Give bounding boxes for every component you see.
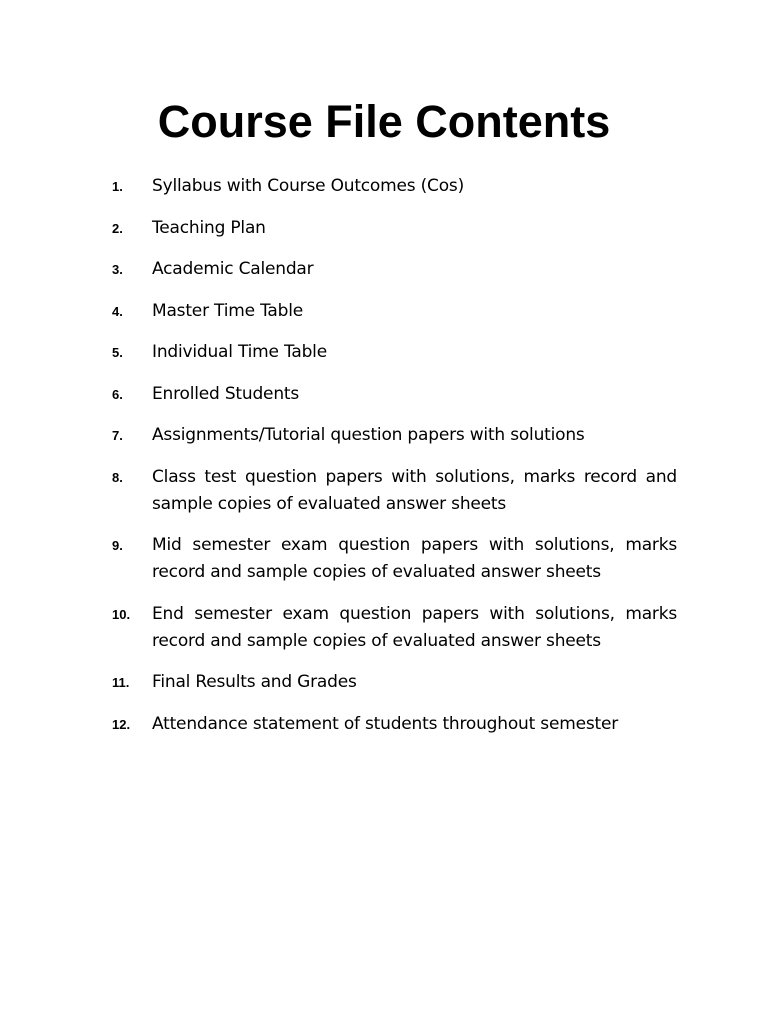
list-item-text: Academic Calendar xyxy=(152,259,314,279)
list-item-text: Assignments/Tutorial question papers with solutions xyxy=(152,425,585,445)
list-item xyxy=(112,173,677,200)
list-item-text: Attendance statement of students throughout semester xyxy=(152,713,618,734)
list-item xyxy=(112,532,677,586)
list-item-number: 5. xyxy=(112,345,123,360)
list-item-text: Teaching Plan xyxy=(152,217,266,238)
list-item-number: 4. xyxy=(112,303,123,319)
list-item-text: Final Results and Grades xyxy=(152,672,357,692)
list-item-number: 8. xyxy=(112,469,123,485)
list-item xyxy=(112,298,677,325)
list-item xyxy=(112,422,677,449)
list-item-number: 11. xyxy=(112,675,130,690)
list-item-text: Master Time Table xyxy=(152,300,304,321)
list-item-text: Individual Time Table xyxy=(152,342,327,362)
page-title: Course File Contents xyxy=(157,96,611,147)
list-item-number: 6. xyxy=(112,386,123,402)
list-item xyxy=(112,339,677,366)
list-item xyxy=(112,711,677,738)
list-item-text: Enrolled Students xyxy=(152,383,300,404)
list-item-number: 7. xyxy=(112,428,123,443)
list-item xyxy=(112,464,677,518)
list-item xyxy=(112,256,677,283)
list-item-number: 10. xyxy=(112,606,131,622)
list-item-number: 12. xyxy=(112,716,131,732)
list-item-text: Mid semester exam question papers with solutions, marks record and sample copies of evaluated answer sheets xyxy=(152,535,677,582)
list-item-text: End semester exam question papers with solutions, marks record and sample copies of evaluated answer sheets xyxy=(152,603,677,651)
list-item-number: 9. xyxy=(112,538,123,553)
list-item xyxy=(112,215,677,242)
list-item xyxy=(112,669,677,696)
list-item xyxy=(112,601,677,655)
contents-list xyxy=(112,173,677,752)
list-item xyxy=(112,381,677,408)
list-item-text: Syllabus with Course Outcomes (Cos) xyxy=(152,176,465,196)
list-item-number: 2. xyxy=(112,220,123,236)
list-item-number: 3. xyxy=(112,262,123,277)
list-item-text: Class test question papers with solutions, marks record and sample copies of evaluated answer sheets xyxy=(152,466,677,514)
list-item-number: 1. xyxy=(112,179,123,194)
